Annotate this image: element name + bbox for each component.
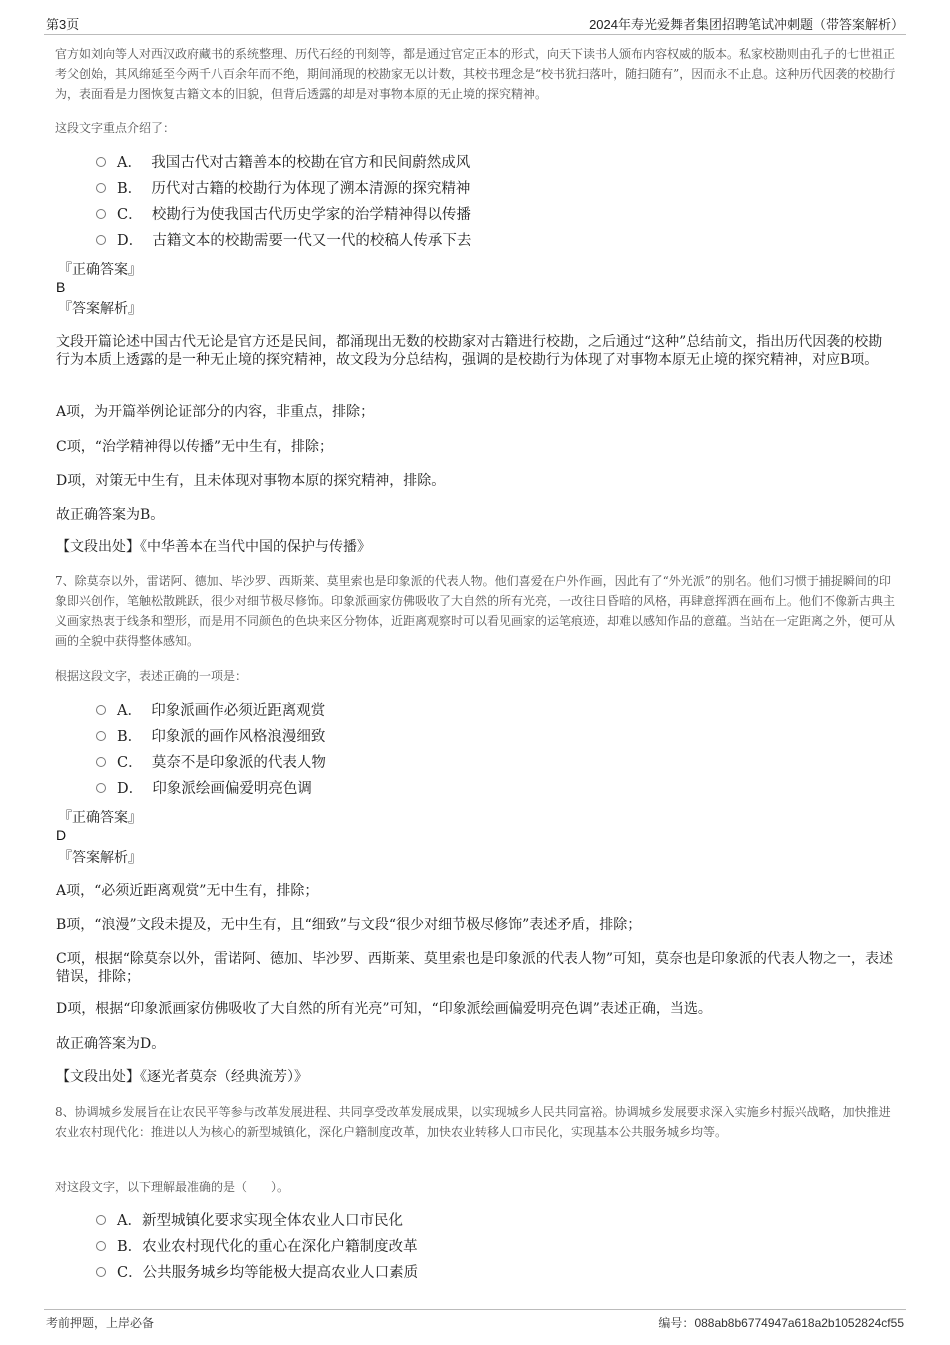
q6-stem: 官方如刘向等人对西汉政府藏书的系统整理、历代石经的刊刻等，都是通过官定正本的形式，向天下读书人颁布内容权威的版本。私家校勘则由孔子的七世祖正考父创始，其风绵延至今两千八百余年而不绝，期间涌现的校勘家无以计数，其校书理念是“校书犹扫落叶，随扫随有”，因而永不止息。这种历代因袭的校勘行为，表面看是力图恢复古籍文本的旧貌，但背后透露的却是对事物本原的无止境的探究精神。: [55, 47, 896, 101]
radio-icon[interactable]: [96, 1267, 106, 1277]
q7-analysis-c: C项，根据“除莫奈以外，雷诺阿、德加、毕沙罗、西斯莱、莫里索也是印象派的代表人物”可知，莫奈也是印象派的代表人物之一，表述错误，排除；: [56, 951, 894, 985]
q7-analysis-b: B项，“浪漫”文段未提及，无中生有，且“细致”与文段“很少对细节极尽修饰”表述矛盾，排除；: [56, 917, 642, 933]
q6-analysis-c: C项，“治学精神得以传播”无中生有，排除；: [56, 439, 334, 455]
radio-icon[interactable]: [96, 757, 106, 767]
radio-icon[interactable]: [96, 783, 106, 793]
radio-icon[interactable]: [96, 705, 106, 715]
radio-icon[interactable]: [96, 1215, 106, 1225]
q6-option-d[interactable]: D． 古籍文本的校勘需要一代又一代的校稿人传承下去: [96, 229, 471, 253]
q6-option-c[interactable]: C． 校勘行为使我国古代历史学家的治学精神得以传播: [96, 203, 471, 227]
page-number: 第3页: [46, 17, 80, 32]
q8-stem: 8、协调城乡发展旨在让农民平等参与改革发展进程、共同享受改革发展成果，以实现城乡人民共同富裕。协调城乡发展要求深入实施乡村振兴战略，加快推进农业农村现代化：推进以人为核心的新型城镇化，深化户籍制度改革，加快农业转移人口市民化，实现基本公共服务城乡均等。: [55, 1105, 891, 1139]
header-divider: [44, 34, 906, 35]
radio-icon[interactable]: [96, 235, 106, 245]
q6-source: 【文段出处】《中华善本在当代中国的保护与传播》: [56, 539, 371, 555]
q7-analysis-a: A项，“必须近距离观赏”无中生有，排除；: [56, 883, 319, 899]
q7-stem: 7、除莫奈以外，雷诺阿、德加、毕沙罗、西斯莱、莫里索也是印象派的代表人物。他们喜爱在户外作画，因此有了“外光派”的别名。他们习惯于捕捉瞬间的印象即兴创作，笔触松散跳跃，很少对细节极尽修饰。印象派画家仿佛吸收了大自然的所有光亮，一改往日昏暗的风格，再肆意挥洒在画布上。他们不像新古典主义画家热衷于线条和塑形，而是用不同颜色的色块来区分物体，近距离观察时可以看见画家的运笔痕迹，却难以感知作品的意蕴。当站在一定距离之外，便可从画的全貌中获得整体感知。: [55, 574, 896, 648]
document-title: 2024年寿光爱舞者集团招聘笔试冲刺题（带答案解析）: [589, 17, 904, 32]
radio-icon[interactable]: [96, 1241, 106, 1251]
q7-option-d[interactable]: D． 印象派绘画偏爱明亮色调: [96, 777, 312, 801]
radio-icon[interactable]: [96, 157, 106, 167]
q6-option-b[interactable]: B． 历代对古籍的校勘行为体现了溯本清源的探究精神: [96, 177, 470, 201]
q8-question: 对这段文字，以下理解最准确的是（ ）。: [55, 1180, 290, 1194]
q7-question: 根据这段文字，表述正确的一项是：: [55, 669, 248, 683]
q7-source: 【文段出处】《逐光者莫奈（经典流芳）》: [56, 1069, 308, 1085]
radio-icon[interactable]: [96, 209, 106, 219]
radio-icon[interactable]: [96, 183, 106, 193]
radio-icon[interactable]: [96, 731, 106, 741]
q6-answer-label: 『正确答案』: [58, 262, 142, 278]
q7-analysis-label: 『答案解析』: [58, 850, 142, 866]
q6-analysis-d: D项，对策无中生有，且未体现对事物本原的探究精神，排除。: [56, 473, 446, 489]
q6-question: 这段文字重点介绍了：: [55, 121, 176, 135]
q7-analysis-d: D项，根据“印象派画家仿佛吸收了大自然的所有光亮”可知，“印象派绘画偏爱明亮色调”表述正确，当选。: [56, 1001, 712, 1017]
q6-option-a[interactable]: A． 我国古代对古籍善本的校勘在官方和民间蔚然成风: [96, 151, 470, 175]
q6-analysis-label: 『答案解析』: [58, 301, 142, 317]
q8-option-c[interactable]: C．公共服务城乡均等能极大提高农业人口素质: [96, 1261, 418, 1285]
q7-answer: D: [56, 827, 67, 843]
footer-divider: [44, 1309, 906, 1310]
q7-answer-label: 『正确答案』: [58, 810, 142, 826]
document-code: 编号：088ab8b6774947a618a2b1052824cf55: [658, 1316, 904, 1330]
q8-option-a[interactable]: A．新型城镇化要求实现全体农业人口市民化: [96, 1209, 403, 1233]
q8-option-b[interactable]: B．农业农村现代化的重心在深化户籍制度改革: [96, 1235, 418, 1259]
q7-option-a[interactable]: A． 印象派画作必须近距离观赏: [96, 699, 325, 723]
q7-option-c[interactable]: C． 莫奈不是印象派的代表人物: [96, 751, 326, 775]
q6-analysis-summary: 文段开篇论述中国古代无论是官方还是民间，都涌现出无数的校勘家对古籍进行校勘，之后通过“这种”总结前文，指出历代因袭的校勘行为本质上透露的是一种无止境的探究精神，故文段为分总结构，强调的是校勘行为体现了对事物本原无止境的探究精神，对应B项。: [56, 334, 883, 368]
footer-slogan: 考前押题，上岸必备: [46, 1316, 155, 1330]
q7-conclusion: 故正确答案为D。: [56, 1036, 166, 1052]
q6-answer: B: [56, 279, 66, 295]
q7-option-b[interactable]: B． 印象派的画作风格浪漫细致: [96, 725, 325, 749]
q6-conclusion: 故正确答案为B。: [56, 507, 165, 523]
q6-analysis-a: A项，为开篇举例论证部分的内容，非重点，排除；: [56, 404, 375, 420]
